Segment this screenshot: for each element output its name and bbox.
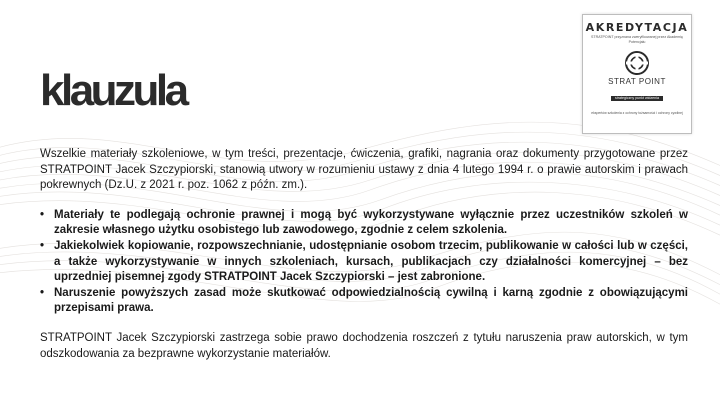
badge-footer: ekspertów szkolenia z ochrony tożsamości i ochrony cywilnej [591,111,683,116]
clause-content [40,147,688,362]
accreditation-badge [582,14,692,134]
bullet-item: • Jakiekolwiek kopiowanie, rozpowszechnianie, udostępnianie osobom trzecim, publikowanie w całości lub w części, a także wykorzystywanie w innych szkoleniach, kursach, publikacjach czy działalności komercyjnej – bez uprzedniej pisemnej zgody STRATPOINT Jacek Szczypiorski – jest zabronione. [40,239,688,284]
badge-tagline: strategiczny punkt widzenia [611,96,663,101]
bullet-marker: • [40,239,45,252]
bullet-item: • Naruszenie powyższych zasad może skutkować odpowiedzialnością cywilną i karną zgodnie z obowiązującymi przepisami prawa. [40,286,688,315]
badge-subtitle: STRATPOINT przyznana zweryfikowanej przez Akademię Potencjału [591,35,683,44]
intro-paragraph: Wszelkie materiały szkoleniowe, w tym treści, prezentacje, ćwiczenia, grafiki, nagrania oraz dokumenty przygotowane przez STRATPOINT Jacek Szczypiorski, stanowią utwory w rozumieniu ustawy z dnia 4 lutego 1994 r. o prawie autorskim i prawach pokrewnych (Dz.U. z 2021 r. poz. 1062 z późn. zm.). [40,148,688,192]
badge-heading: AKREDYTACJA [585,21,689,34]
bullet-item: • Materiały te podlegają ochronie prawnej i mogą być wykorzystywane wyłącznie przez uczestników szkoleń w zakresie własnego użytku osobistego lub zawodowego, zgodnie z celem szkolenia. [40,208,688,237]
badge-brand: STRAT POINT [608,77,666,87]
page-title: klauzula [40,66,186,115]
clause-bullet-list [40,208,688,317]
bullet-marker: • [40,286,45,299]
closing-paragraph: STRATPOINT Jacek Szczypiorski zastrzega sobie prawo dochodzenia roszczeń z tytułu naruszenia praw autorskich, w tym odszkodowania za bezprawne wykorzystanie materiałów. [40,331,688,360]
bullet-marker: • [40,208,45,221]
stratpoint-logo-icon [622,50,652,76]
